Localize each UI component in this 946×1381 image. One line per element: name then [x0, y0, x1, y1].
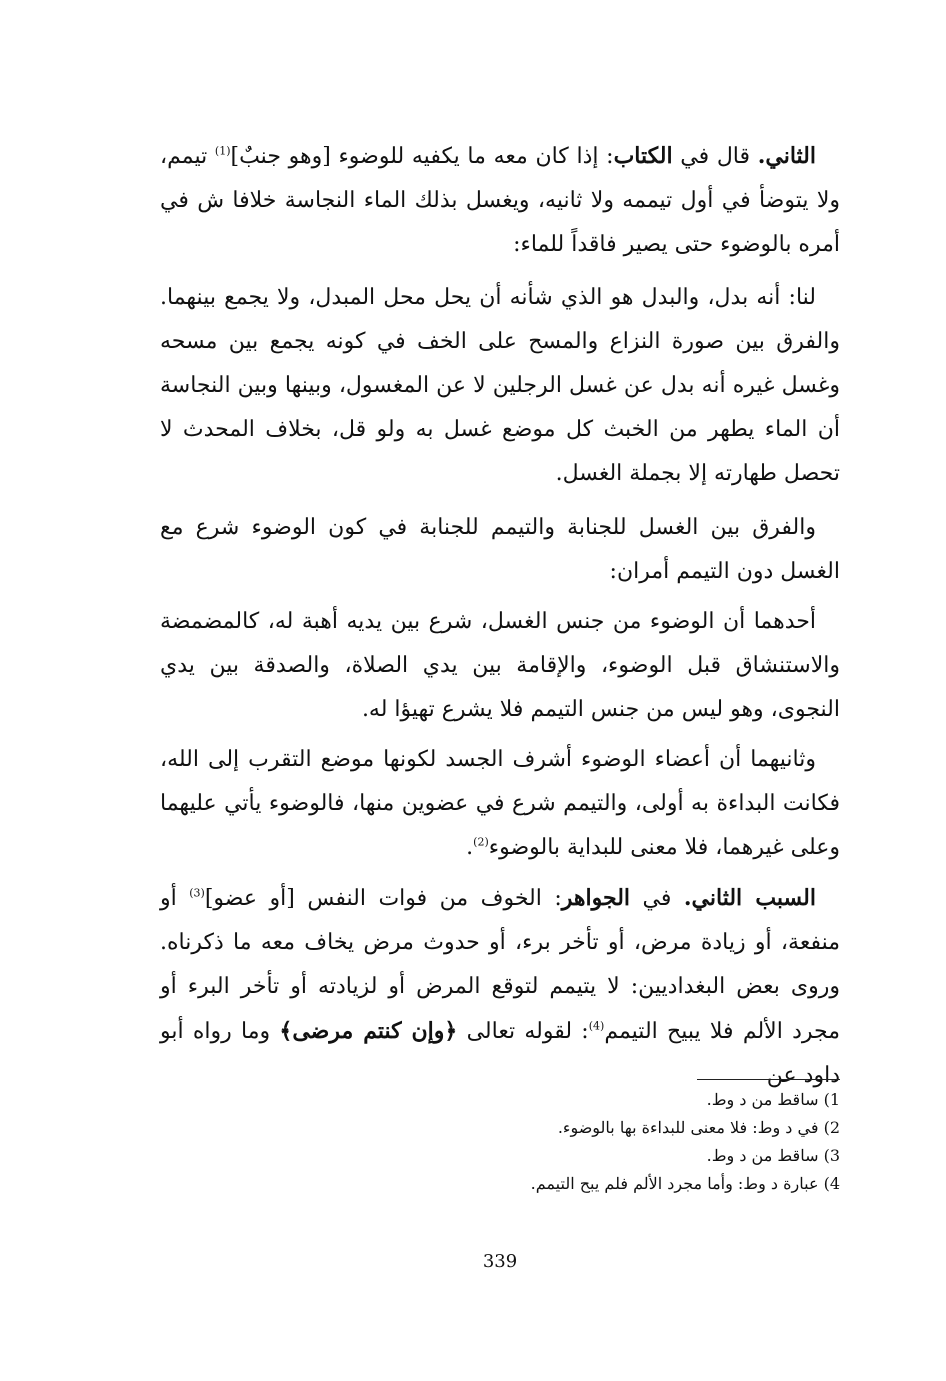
footnote-ref-4: (4) — [588, 1019, 605, 1033]
footnote-4: 4) عبارة د وط: وأما مجرد الألم فلم يبح التيمم. — [530, 1174, 840, 1193]
paragraph-4: أحدهما أن الوضوء من جنس الغسل، شرع بين يديه أهبة له، كالمضمضة والاستنشاق قبل الوضوء، والإقامة بين يدي الصلاة، والصدقة بين يدي النجوى، وهو ليس من جنس التيمم فلا يشرع تهيؤا له. — [160, 609, 840, 722]
source-title: الجواهر — [561, 885, 631, 911]
quran-quote: ﴿وإن كنتم مرضى﴾ — [279, 1018, 458, 1044]
page-number: 339 — [482, 1251, 518, 1272]
paragraph-5: وثانيهما أن أعضاء الوضوء أشرف الجسد لكونها موضع التقرب إلى الله، فكانت البداءة به أولى، والتيمم شرع في عضوين منها، فالوضوء يأتي عليهما وعلى غيرهما، فلا معنى للبداية بالوضوء$^{(2)}$. — [160, 747, 840, 860]
footnote-ref-1: (1) — [214, 144, 231, 158]
footnote-divider — [697, 1079, 840, 1080]
paragraph-3: والفرق بين الغسل للجنابة والتيمم للجنابة في كون الوضوء شرع مع الغسل دون التيمم أمران: — [160, 515, 840, 584]
paragraph-2: لنا: أنه بدل، والبدل هو الذي شأنه أن يحل محل المبدل، ولا يجمع بينهما. والفرق بين صورة النزاع والمسح على الخف في كونه يجمع بين مسحه وغسل غيره أنه بدل عن غسل الرجلين لا عن المغسول، وبينها وبين النجاسة أن الماء يطهر من الخبث كل موضع غسل به ولو قل، بخلاف المحدث لا تحصل طهارته إلا بجملة الغسل. — [160, 285, 840, 486]
paragraph-6: السبب الثاني. في الجواهر: الخوف من فوات النفس [أو عضو]$^{(3)}$ أو منفعة، أو زيادة مرض، أو تأخر برء، أو حدوث مرض يخاف معه ما ذكرناه. وروى بعض البغداديين: لا يتيمم لتوقع المرض أو لزيادته أو تأخر البرء أو مجرد الألم فلا يبيح التيمم$^{(4)}$: لقوله تعالى ﴿وإن كنتم مرضى﴾ وما رواه أبو داود عن — [160, 885, 841, 1088]
footnote-2: 2) في د وط: فلا معنى للبداءة بها بالوضوء. — [557, 1118, 840, 1137]
source-title: الكتاب — [613, 143, 673, 169]
footnote-ref-3: (3) — [189, 886, 205, 900]
section-heading: السبب الثاني. — [683, 885, 816, 911]
footnotes — [360, 1086, 840, 1198]
footnote-3: 3) ساقط من د وط. — [706, 1146, 840, 1165]
footnote-ref-2: (2) — [473, 835, 489, 849]
section-heading: الثاني. — [757, 143, 816, 169]
paragraph-1: الثاني. قال في الكتاب: إذا كان معه ما يكفيه للوضوء [وهو جنبٌ]$^{(1)}$ تيمم، ولا يتوضأ في أول تيممه ولا ثانيه، ويغسل بذلك الماء النجاسة خلافا ش في أمره بالوضوء حتى يصير فاقداً للماء: — [160, 143, 840, 257]
footnote-1: 1) ساقط من د وط. — [706, 1090, 840, 1109]
